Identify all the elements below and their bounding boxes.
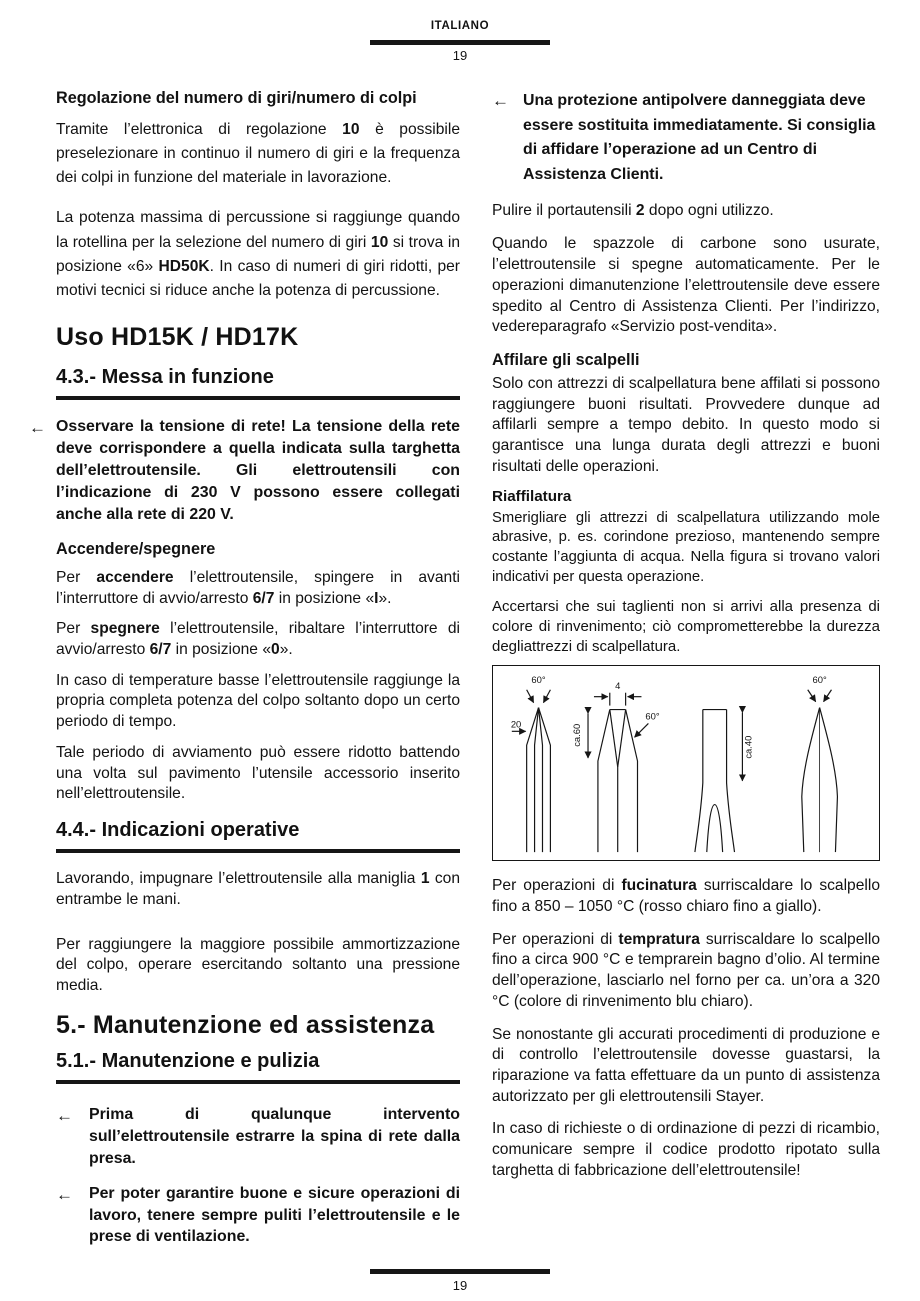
- paragraph-potenza: La potenza massima di percussione si raggiunge quando la rotellina per la selezione del numero di giri 10 si trova in posizione «6» HD50K. In caso di numeri di giri ridotti, per motivi tecnici si riduce anche la potenza di percussione.: [56, 209, 460, 299]
- paragraph-spazzole-carbone: Quando le spazzole di carbone sono usurate, l’elettroutensile si spegne automaticamente. Per le operazioni dimanutenzione l’elettroutensile deve essere spedito al Centro di Assistenza Clienti. Per l’indirizzo, vedereparagrafo «Servizio post-vendita».: [492, 235, 880, 336]
- arrow-left-icon: ←: [29, 418, 46, 438]
- paragraph-accendere: Per accendere l’elettroutensile, spingere in avanti l’interruttore di avvio/arresto 6/7 in posizione «I».: [56, 568, 460, 607]
- chisel-3-spade: [695, 710, 743, 853]
- page-number-top: 19: [452, 48, 468, 63]
- arrow-left-icon: ←: [492, 91, 509, 110]
- chisel-diagram-svg: [493, 666, 879, 860]
- paragraph-pezzi-ricambio: In caso di richieste o di ordinazione di pezzi di ricambio, comunicare sempre il codice prodotto ripotato sulla targhetta di fabbricazione dell’elettroutensile!: [492, 1120, 880, 1179]
- two-column-layout: [0, 63, 920, 1261]
- paragraph-ammortizzazione: Per raggiungere la maggiore possibile ammortizzazione del colpo, operare esercitando soltanto una pressione media.: [56, 935, 460, 995]
- heading-4-4-indicazioni-operative: 4.4.- Indicazioni operative: [56, 819, 460, 853]
- chisel-sharpening-diagram: [492, 665, 880, 861]
- paragraph-spegnere: Per spegnere l’elettroutensile, ribaltare l’interruttore di avvio/arresto 6/7 in posizione «0».: [56, 620, 460, 658]
- paragraph-tramite: Tramite l’elettronica di regolazione 10 è possibile preselezionare in continuo il numero di giri e la frequenza dei colpi in funzione del materiale in lavorazione.: [56, 121, 460, 187]
- page-header: [0, 0, 920, 63]
- paragraph-lavorando: Lavorando, impugnare l’elettroutensile alla maniglia 1 con entrambe le mani.: [56, 870, 460, 908]
- paragraph-tempratura: Per operazioni di tempratura surriscaldare lo scalpello fino a circa 900 °C e temprarein bagno d’olio. Al termine dell’operazione, lasciarlo nel forno per ca. un’ora a 320 °C (colore di rinvenimento blu chiaro).: [492, 930, 880, 1010]
- heading-4-3-messa-in-funzione: 4.3.- Messa in funzione: [56, 366, 460, 400]
- language-label: ITALIANO: [430, 20, 490, 32]
- paragraph-fucinatura: Per operazioni di fucinatura surriscaldare lo scalpello fino a 850 – 1050 °C (rosso chiaro fino a giallo).: [492, 877, 881, 915]
- right-column: [492, 89, 880, 1261]
- dimension-label-angle: 60°: [531, 673, 546, 685]
- warning-tensione-di-rete: [29, 416, 460, 526]
- paragraph-accertarsi: Accertarsi che sui taglienti non si arrivi alla presenza di colore di rinvenimento; ciò comprometterebbe la durezza degliattrezzi di scalpellatura.: [492, 598, 880, 656]
- warning-spina-di-rete: [56, 1104, 460, 1170]
- chisel-1-point: [512, 690, 551, 852]
- paragraph-avviamento: Tale periodo di avviamento può essere ridotto battendo una volta sul pavimento l’utensile accessorio inserito nell’elettroutensile.: [56, 743, 460, 803]
- arrow-left-icon: ←: [56, 1184, 73, 1204]
- footer-rule: [370, 1269, 550, 1274]
- dimension-label-angle: 60°: [645, 710, 660, 722]
- warning-text: Prima di qualunque intervento sull’elettroutensile estrarre la spina di rete dalla presa.: [89, 1105, 460, 1167]
- warning-text: Una protezione antipolvere danneggiata deve essere sostituita immediatamente. Si consiglia di affidare l’operazione ad un Centro di Assistenza Clienti.: [523, 92, 876, 183]
- page-number-bottom: 19: [452, 1278, 468, 1293]
- heading-affilare-scalpelli: Affilare gli scalpelli: [492, 350, 640, 369]
- page-footer: [0, 1269, 920, 1293]
- dimension-label-length: ca.40: [742, 735, 754, 759]
- paragraph-temperature: In caso di temperature basse l’elettroutensile raggiunge la propria completa potenza del colpo soltanto dopo un certo periodo di tempo.: [56, 671, 460, 731]
- chisel-2-flat: [588, 693, 648, 852]
- warning-text: Per poter garantire buone e sicure operazioni di lavoro, tenere sempre puliti l’elettroutensile e le prese di ventilazione.: [89, 1184, 460, 1246]
- dimension-label-length: ca.60: [571, 723, 583, 747]
- chisel-4-point-side: [802, 690, 838, 852]
- header-rule: [370, 40, 550, 45]
- arrow-left-icon: ←: [56, 1105, 73, 1125]
- heading-uso-hd15k-hd17k: Uso HD15K / HD17K: [56, 323, 299, 352]
- heading-riaffilatura: Riaffilatura: [492, 487, 572, 505]
- heading-5-manutenzione: 5.- Manutenzione ed assistenza: [56, 1010, 435, 1039]
- warning-protezione-antipolvere: [492, 89, 880, 188]
- paragraph-riparazione-stayer: Se nonostante gli accurati procedimenti di produzione e di controllo l’elettroutensile dovesse guastarsi, la riparazione va fatta effettuare da un punto di assistenza autorizzato per gli elettroutensili Stayer.: [492, 1025, 880, 1105]
- dimension-label-width: 20: [510, 718, 522, 730]
- paragraph-solo-attrezzi: Solo con attrezzi di scalpellatura bene affilati si possono raggiungere buoni risultati. Provvedere dunque ad affilarli sempre a tempo debito. In questo modo si garantisce una lunga durata degli attrezzi e buoni risultati delle operazioni.: [492, 374, 880, 475]
- heading-accendere-spegnere: Accendere/spegnere: [56, 539, 216, 558]
- warning-prese-ventilazione: [56, 1183, 460, 1249]
- heading-regolazione: Regolazione del numero di giri/numero di colpi: [56, 89, 417, 107]
- paragraph-smerigliare: Smerigliare gli attrezzi di scalpellatura utilizzando mole abrasive, p. es. corindone prezioso, mantenendo sempre costante l’aggiunta di acqua. Nella figura si trovano valori indicativi per questa operazione.: [492, 509, 880, 585]
- left-column: [29, 89, 460, 1261]
- dimension-label-width: 4: [615, 679, 621, 691]
- dimension-label-angle: 60°: [812, 673, 827, 685]
- heading-5-1-manutenzione-pulizia: 5.1.- Manutenzione e pulizia: [56, 1050, 460, 1084]
- warning-text: Osservare la tensione di rete! La tensione della rete deve corrispondere a quella indicata sulla targhetta dell’elettroutensile. Gli elettroutensili con l’indicazione di 230 V possono essere collegati anche alla rete di 220 V.: [56, 418, 460, 523]
- paragraph-pulire-portautensili: Pulire il portautensili 2 dopo ogni utilizzo.: [492, 201, 774, 219]
